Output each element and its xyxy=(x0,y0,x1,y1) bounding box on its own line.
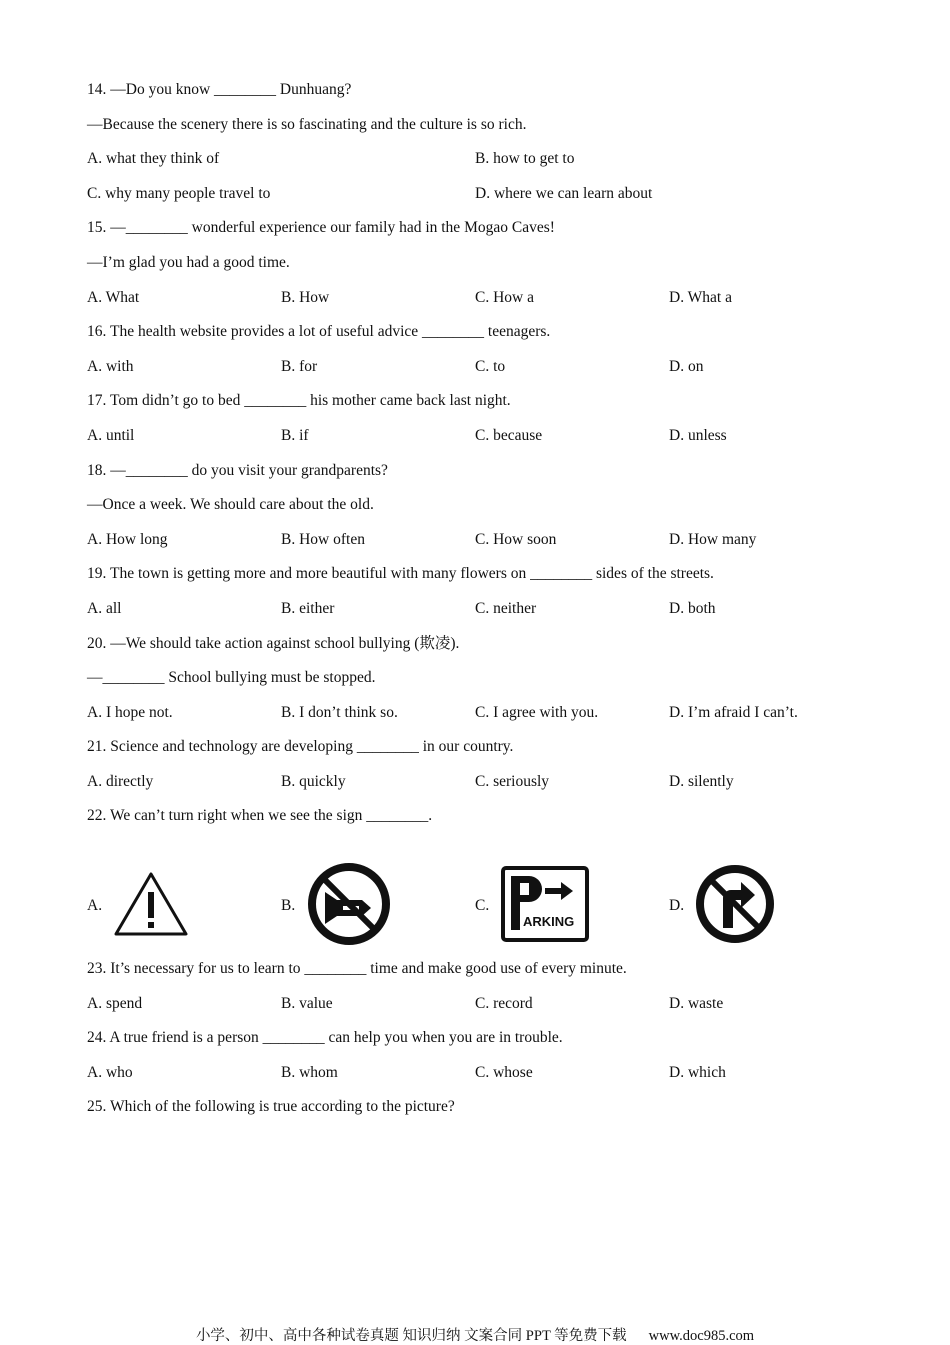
options-row xyxy=(87,177,887,212)
question xyxy=(87,73,887,211)
question xyxy=(87,1021,887,1090)
option[interactable]: D. How many xyxy=(669,530,757,548)
option[interactable]: D. I’m afraid I can’t. xyxy=(669,703,798,721)
option[interactable]: C. because xyxy=(475,426,543,444)
option[interactable]: B. whom xyxy=(281,1063,338,1081)
option[interactable]: D. What a xyxy=(669,288,732,306)
question-reply: —Because the scenery there is so fascinating and the culture is so rich. xyxy=(87,115,527,133)
option[interactable]: C. to xyxy=(475,357,506,375)
question-stem: 21. Science and technology are developing ________ in our country. xyxy=(87,738,514,756)
sign-option[interactable] xyxy=(669,864,863,949)
question-stem: 22. We can’t turn right when we see the sign ________. xyxy=(87,807,433,825)
question-stem: 14. —Do you know ________ Dunhuang? xyxy=(87,81,352,98)
question-reply: —Once a week. We should care about the old. xyxy=(87,496,374,514)
question xyxy=(87,384,887,453)
sign-option[interactable] xyxy=(87,870,281,943)
option[interactable]: C. seriously xyxy=(475,772,550,790)
question xyxy=(87,315,887,384)
option[interactable]: C. record xyxy=(475,994,533,1012)
question xyxy=(87,454,887,558)
option[interactable]: B. for xyxy=(281,357,318,375)
question-list xyxy=(87,73,887,1125)
option[interactable]: C. whose xyxy=(475,1063,533,1081)
question-stem: 24. A true friend is a person ________ can help you when you are in trouble. xyxy=(87,1029,563,1047)
question xyxy=(87,627,887,731)
sign-label: C. xyxy=(475,897,490,915)
question-stem: 20. —We should take action against school bullying (欺凌). xyxy=(87,634,460,652)
option[interactable]: A. How long xyxy=(87,530,168,548)
sign-label: D. xyxy=(669,897,685,915)
parking-right-icon xyxy=(493,866,589,947)
option[interactable]: D. where we can learn about xyxy=(475,184,653,202)
option[interactable]: B. quickly xyxy=(281,772,346,790)
option[interactable]: B. if xyxy=(281,426,309,444)
options-row xyxy=(87,281,887,316)
option[interactable]: C. How a xyxy=(475,288,534,306)
question-reply: —I’m glad you had a good time. xyxy=(87,253,290,271)
option[interactable]: D. waste xyxy=(669,994,724,1012)
question-stem: 16. The health website provides a lot of useful advice ________ teenagers. xyxy=(87,323,551,341)
option[interactable]: C. why many people travel to xyxy=(87,184,271,202)
option[interactable]: D. unless xyxy=(669,426,727,444)
option[interactable]: A. What xyxy=(87,288,140,306)
question-stem: 25. Which of the following is true according to the picture? xyxy=(87,1098,455,1116)
option[interactable]: D. which xyxy=(669,1063,726,1081)
option[interactable]: A. spend xyxy=(87,994,143,1012)
options-row xyxy=(87,419,887,454)
sign-label: A. xyxy=(87,897,103,915)
sign-option[interactable] xyxy=(475,866,669,947)
options-row xyxy=(87,350,887,385)
option[interactable]: B. how to get to xyxy=(475,150,575,168)
footer-text: 小学、初中、高中各种试卷真题 知识归纳 文案合同 PPT 等免费下载 xyxy=(195,1328,627,1344)
footer-link[interactable]: www.doc985.com xyxy=(648,1328,755,1344)
options-row xyxy=(87,696,887,731)
warning-triangle-icon xyxy=(105,870,189,943)
no-honking-icon xyxy=(299,862,391,951)
option[interactable]: B. I don’t think so. xyxy=(281,703,398,721)
option[interactable]: A. I hope not. xyxy=(87,703,173,721)
option[interactable]: A. all xyxy=(87,599,122,617)
question xyxy=(87,952,887,1021)
options-row xyxy=(87,142,887,177)
question-stem: 18. —________ do you visit your grandparents? xyxy=(87,461,388,479)
option[interactable]: A. with xyxy=(87,357,134,375)
option[interactable]: B. either xyxy=(281,599,335,617)
question xyxy=(87,211,887,315)
sign-options xyxy=(87,852,887,960)
question-reply: —________ School bullying must be stopped. xyxy=(87,669,376,687)
question-stem: 17. Tom didn’t go to bed ________ his mother came back last night. xyxy=(87,392,511,410)
sign-option[interactable] xyxy=(281,862,475,951)
option[interactable]: A. what they think of xyxy=(87,150,220,168)
option[interactable]: A. who xyxy=(87,1063,133,1081)
option[interactable]: B. value xyxy=(281,994,333,1012)
options-row xyxy=(87,592,887,627)
question xyxy=(87,799,887,960)
svg-text:ARKING: ARKING xyxy=(523,913,575,929)
option[interactable]: A. directly xyxy=(87,772,154,790)
option[interactable]: B. How xyxy=(281,288,330,306)
options-row xyxy=(87,1056,887,1091)
option[interactable]: C. How soon xyxy=(475,530,557,548)
option[interactable]: D. both xyxy=(669,599,716,617)
question xyxy=(87,1090,887,1125)
options-row xyxy=(87,987,887,1022)
option[interactable]: A. until xyxy=(87,426,135,444)
question-stem: 15. —________ wonderful experience our family had in the Mogao Caves! xyxy=(87,219,555,237)
option[interactable]: C. I agree with you. xyxy=(475,703,599,721)
question-stem: 23. It’s necessary for us to learn to ________ time and make good use of every minute. xyxy=(87,960,627,978)
footer xyxy=(0,1324,950,1345)
sign-label: B. xyxy=(281,897,296,915)
question xyxy=(87,557,887,626)
options-row xyxy=(87,765,887,800)
option[interactable]: B. How often xyxy=(281,530,365,548)
options-row xyxy=(87,523,887,558)
question xyxy=(87,730,887,799)
question-stem: 19. The town is getting more and more beautiful with many flowers on ________ sides of the streets. xyxy=(87,565,714,583)
option[interactable]: C. neither xyxy=(475,599,537,617)
no-right-turn-icon xyxy=(687,864,775,949)
option[interactable]: D. silently xyxy=(669,772,734,790)
option[interactable]: D. on xyxy=(669,357,704,375)
